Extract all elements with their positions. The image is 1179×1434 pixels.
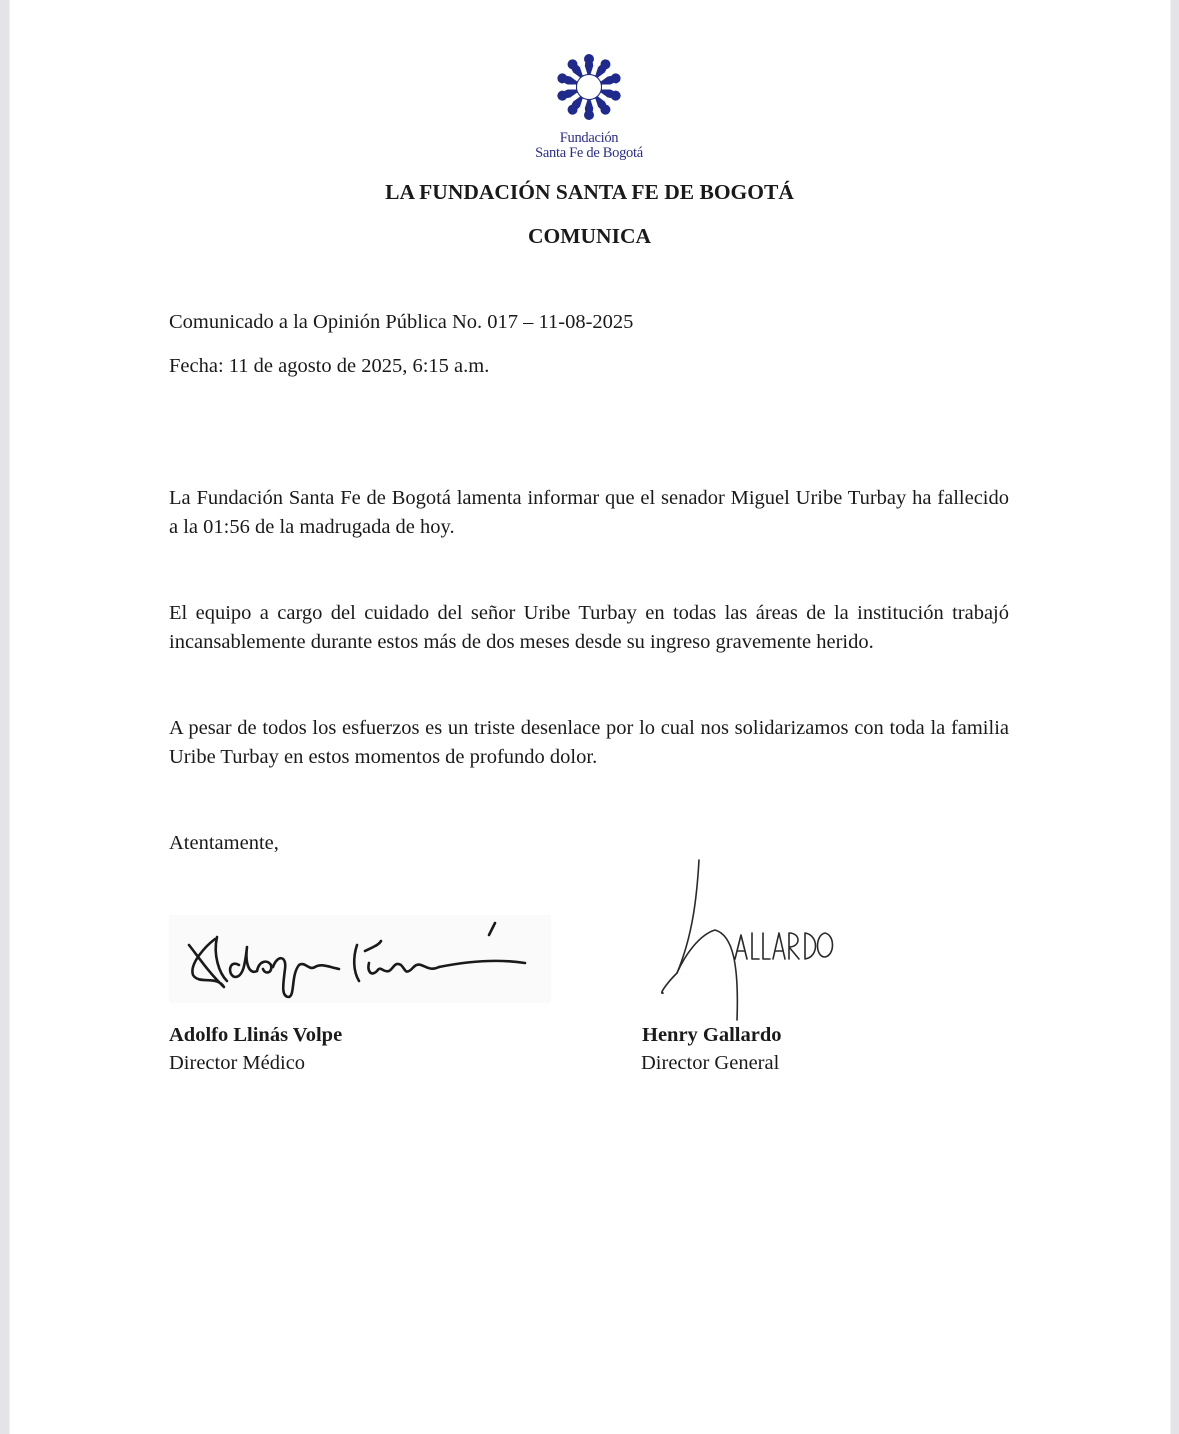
signature-llinas-icon — [169, 915, 551, 1003]
body-paragraph: A pesar de todos los esfuerzos es un triste desenlace por lo cual nos solidarizamos con toda la familia Uribe Turbay en estos momentos de profundo dolor. — [169, 717, 1009, 768]
communique-date: Fecha: 11 de agosto de 2025, 6:15 a.m. — [169, 355, 490, 377]
signatory-role: Director Médico — [169, 1052, 306, 1074]
closing-salutation: Atentamente, — [169, 832, 279, 854]
communique-reference: Comunicado a la Opinión Pública No. 017 – 11-08-2025 — [169, 311, 634, 333]
logo-wordmark — [489, 131, 689, 161]
logo-line-2: Santa Fe de Bogotá — [535, 145, 643, 161]
signatory-name: Adolfo Llinás Volpe — [169, 1024, 343, 1046]
document-subtitle: COMUNICA — [527, 224, 652, 248]
signature-gallardo-icon — [655, 855, 845, 1025]
body-paragraph: El equipo a cargo del cuidado del señor Uribe Turbay en todas las áreas de la institución trabajó incansablemente durante estos más de dos meses desde su ingreso gravemente herido. — [169, 602, 1009, 653]
fundacion-santa-fe-logo-icon — [555, 53, 623, 121]
logo-line-1: Fundación — [559, 130, 619, 146]
signatory-name: Henry Gallardo — [642, 1024, 782, 1046]
document-title: LA FUNDACIÓN SANTA FE DE BOGOTÁ — [385, 180, 794, 204]
signatory-role: Director General — [641, 1052, 780, 1074]
body-paragraph: La Fundación Santa Fe de Bogotá lamenta informar que el senador Miguel Uribe Turbay ha fallecido a la 01:56 de la madrugada de hoy. — [169, 487, 1009, 538]
